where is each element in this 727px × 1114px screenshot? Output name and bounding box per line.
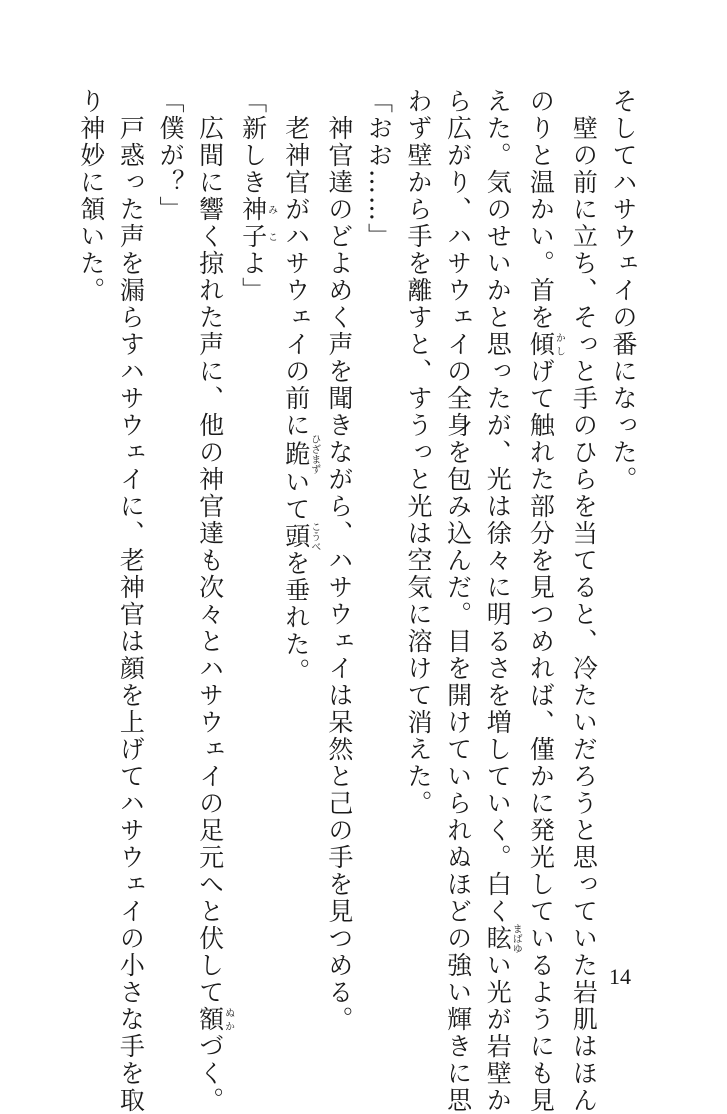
ruby-annotation: 神子みこ — [238, 196, 277, 250]
text-line: 広間に響く掠れた声に、他の神官達も次々とハサウェイの足元へと伏して額ぬかづく。 — [195, 88, 234, 1114]
text-line: 「新しき神子みこよ」 — [238, 88, 277, 304]
text-line: えた。気のせいかと思ったが、光は徐々に明るさを増していく。白く眩まばゆい光が岩壁か — [483, 88, 522, 1114]
text-line: 「僕が？」 — [155, 88, 185, 223]
text-line: 壁の前に立ち、そっと手のひらを当てると、冷たいだろうと思っていた岩肌はほん — [569, 88, 599, 1114]
ruby-annotation: 跪ひざまず — [281, 434, 320, 474]
text-line: り神妙に頷いた。 — [76, 88, 106, 304]
text-line: 「おお……」 — [364, 88, 394, 250]
text-line: 戸惑った声を漏らすハサウェイに、老神官は顔を上げてハサウェイの小さな手を取 — [116, 88, 146, 1114]
ruby-annotation: 傾かし — [526, 331, 565, 358]
text-line: のりと温かい。首を傾かしげて触れた部分を見つめれば、僅かに発光しているようにも見 — [526, 88, 565, 1114]
text-line: わず壁から手を離すと、すうっと光は空気に溶けて消えた。 — [404, 88, 434, 817]
page-number: 14 — [609, 964, 631, 989]
ruby-annotation: 額ぬか — [195, 1006, 234, 1033]
text-line: 神官達のどよめく声を聞きながら、ハサウェイは呆然と己の手を見つめる。 — [324, 88, 354, 1033]
ruby-annotation: 眩まばゆ — [483, 923, 522, 954]
ruby-annotation: 頭こうべ — [281, 521, 320, 552]
text-line: 老神官がハサウェイの前に跪ひざまずいて頭こうべを垂れた。 — [281, 88, 320, 685]
text-line: ら広がり、ハサウェイの全身を包み込んだ。目を開けていられぬほどの強い輝きに思 — [443, 88, 473, 1114]
text-line: そしてハサウェイの番になった。 — [609, 88, 638, 493]
